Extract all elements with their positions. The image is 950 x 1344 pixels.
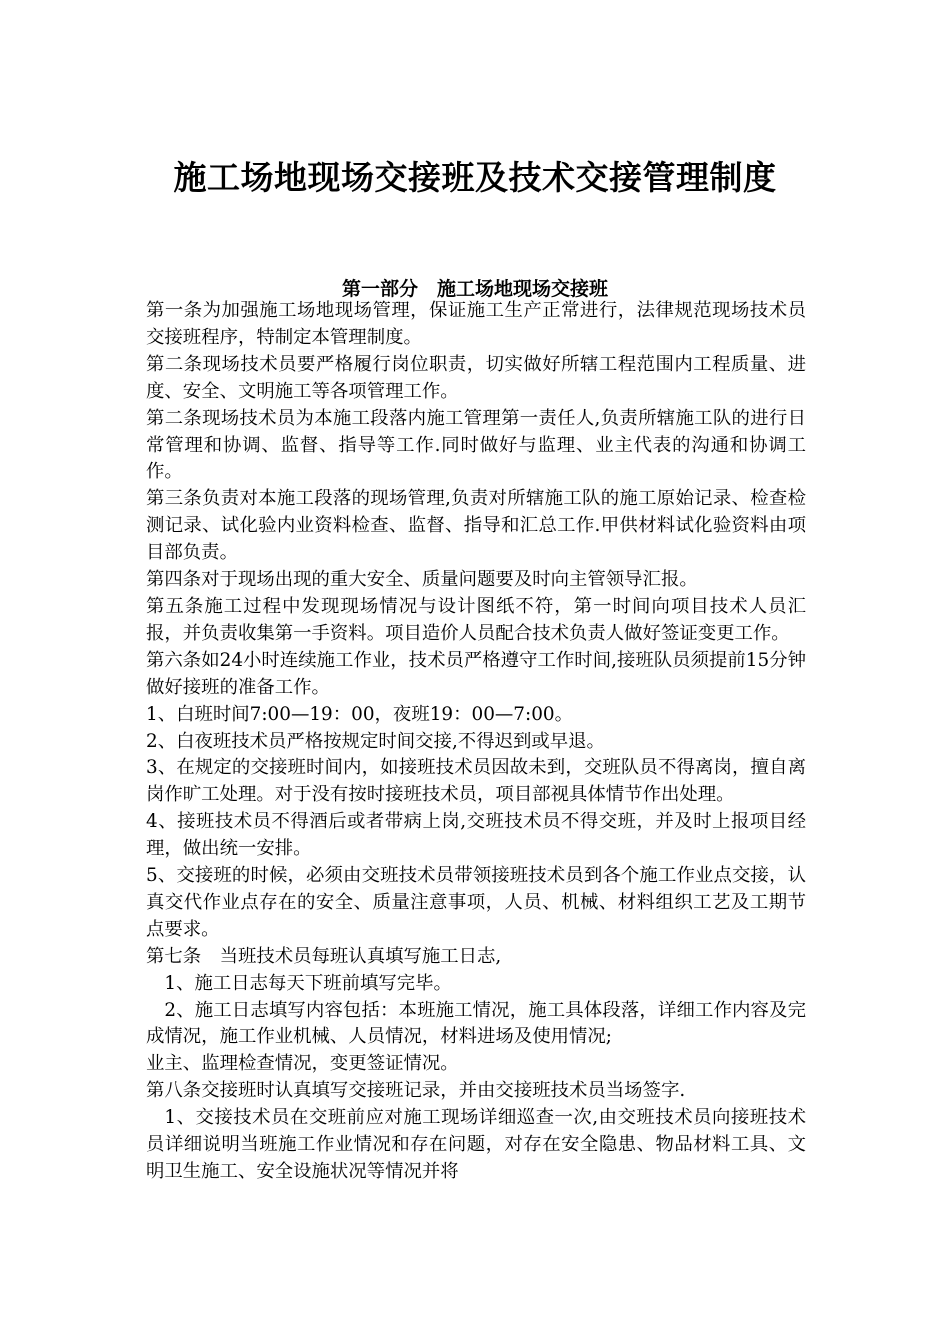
list-item-7-1: 1、施工日志每天下班前填写完毕。 — [164, 972, 452, 994]
paragraph-article-2b: 第二条现场技术员为本施工段落内施工管理第一责任人,负责所辖施工队的进行日常管理和协调、监督、指导等工作.同时做好与监理、业主代表的沟通和协调工作。 — [146, 407, 806, 483]
list-item-6-2: 2、白夜班技术员严格按规定时间交接,不得迟到或早退。 — [146, 730, 605, 752]
section-heading: 第一部分 施工场地现场交接班 — [341, 278, 608, 300]
paragraph-article-3: 第三条负责对本施工段落的现场管理,负责对所辖施工队的施工原始记录、检查检测记录、试化验内业资料检查、监督、指导和汇总工作.甲供材料试化验资料由项目部负责。 — [146, 488, 806, 564]
list-item-6-1: 1、白班时间7:00—19：00，夜班19：00—7:00。 — [146, 703, 573, 725]
list-item-6-4: 4、接班技术员不得酒后或者带病上岗,交班技术员不得交班，并及时上报项目经理，做出统一安排。 — [146, 811, 806, 860]
document-title: 施工场地现场交接班及技术交接管理制度 — [173, 158, 777, 197]
paragraph-article-5: 第五条施工过程中发现现场情况与设计图纸不符，第一时间向项目技术人员汇报，并负责收集第一手资料。项目造价人员配合技术负责人做好签证变更工作。 — [146, 595, 806, 644]
list-item-6-5: 5、交接班的时候，必须由交班技术员带领接班技术员到各个施工作业点交接，认真交代作业点存在的安全、质量注意事项，人员、机械、材料组织工艺及工期节点要求。 — [146, 865, 806, 940]
paragraph-article-1: 第一条为加强施工场地现场管理，保证施工生产正常进行，法律规范现场技术员交接班程序，特制定本管理制度。 — [146, 300, 806, 348]
list-item-6-3: 3、在规定的交接班时间内，如接班技术员因故未到，交班队员不得离岗，擅自离岗作旷工处理。对于没有按时接班技术员，项目部视具体情节作出处理。 — [146, 757, 806, 806]
list-item-7-2: 2、施工日志填写内容包括：本班施工情况，施工具体段落，详细工作内容及完成情况，施工作业机械、人员情况，材料进场及使用情况; — [146, 999, 806, 1048]
paragraph-article-2a: 第二条现场技术员要严格履行岗位职责，切实做好所辖工程范围内工程质量、进度、安全、文明施工等各项管理工作。 — [146, 353, 806, 402]
paragraph-article-7: 第七条 当班技术员每班认真填写施工日志, — [146, 945, 502, 967]
paragraph-article-8: 第八条交接班时认真填写交接班记录，并由交接班技术员当场签字. — [146, 1080, 686, 1102]
list-item-8-1: 1、交接技术员在交班前应对施工现场详细巡查一次,由交班技术员向接班技术员详细说明当班施工作业情况和存在问题，对存在安全隐患、物品材料工具、文明卫生施工、安全设施状况等情况并将 — [146, 1107, 806, 1182]
paragraph-article-4: 第四条对于现场出现的重大安全、质量问题要及时向主管领导汇报。 — [146, 569, 698, 591]
document-body — [146, 298, 806, 1186]
paragraph-article-7-cont: 业主、监理检查情况，变更签证情况。 — [146, 1053, 459, 1075]
paragraph-article-6: 第六条如24小时连续施工作业，技术员严格遵守工作时间,接班队员须提前15分钟做好接班的准备工作。 — [146, 649, 806, 698]
